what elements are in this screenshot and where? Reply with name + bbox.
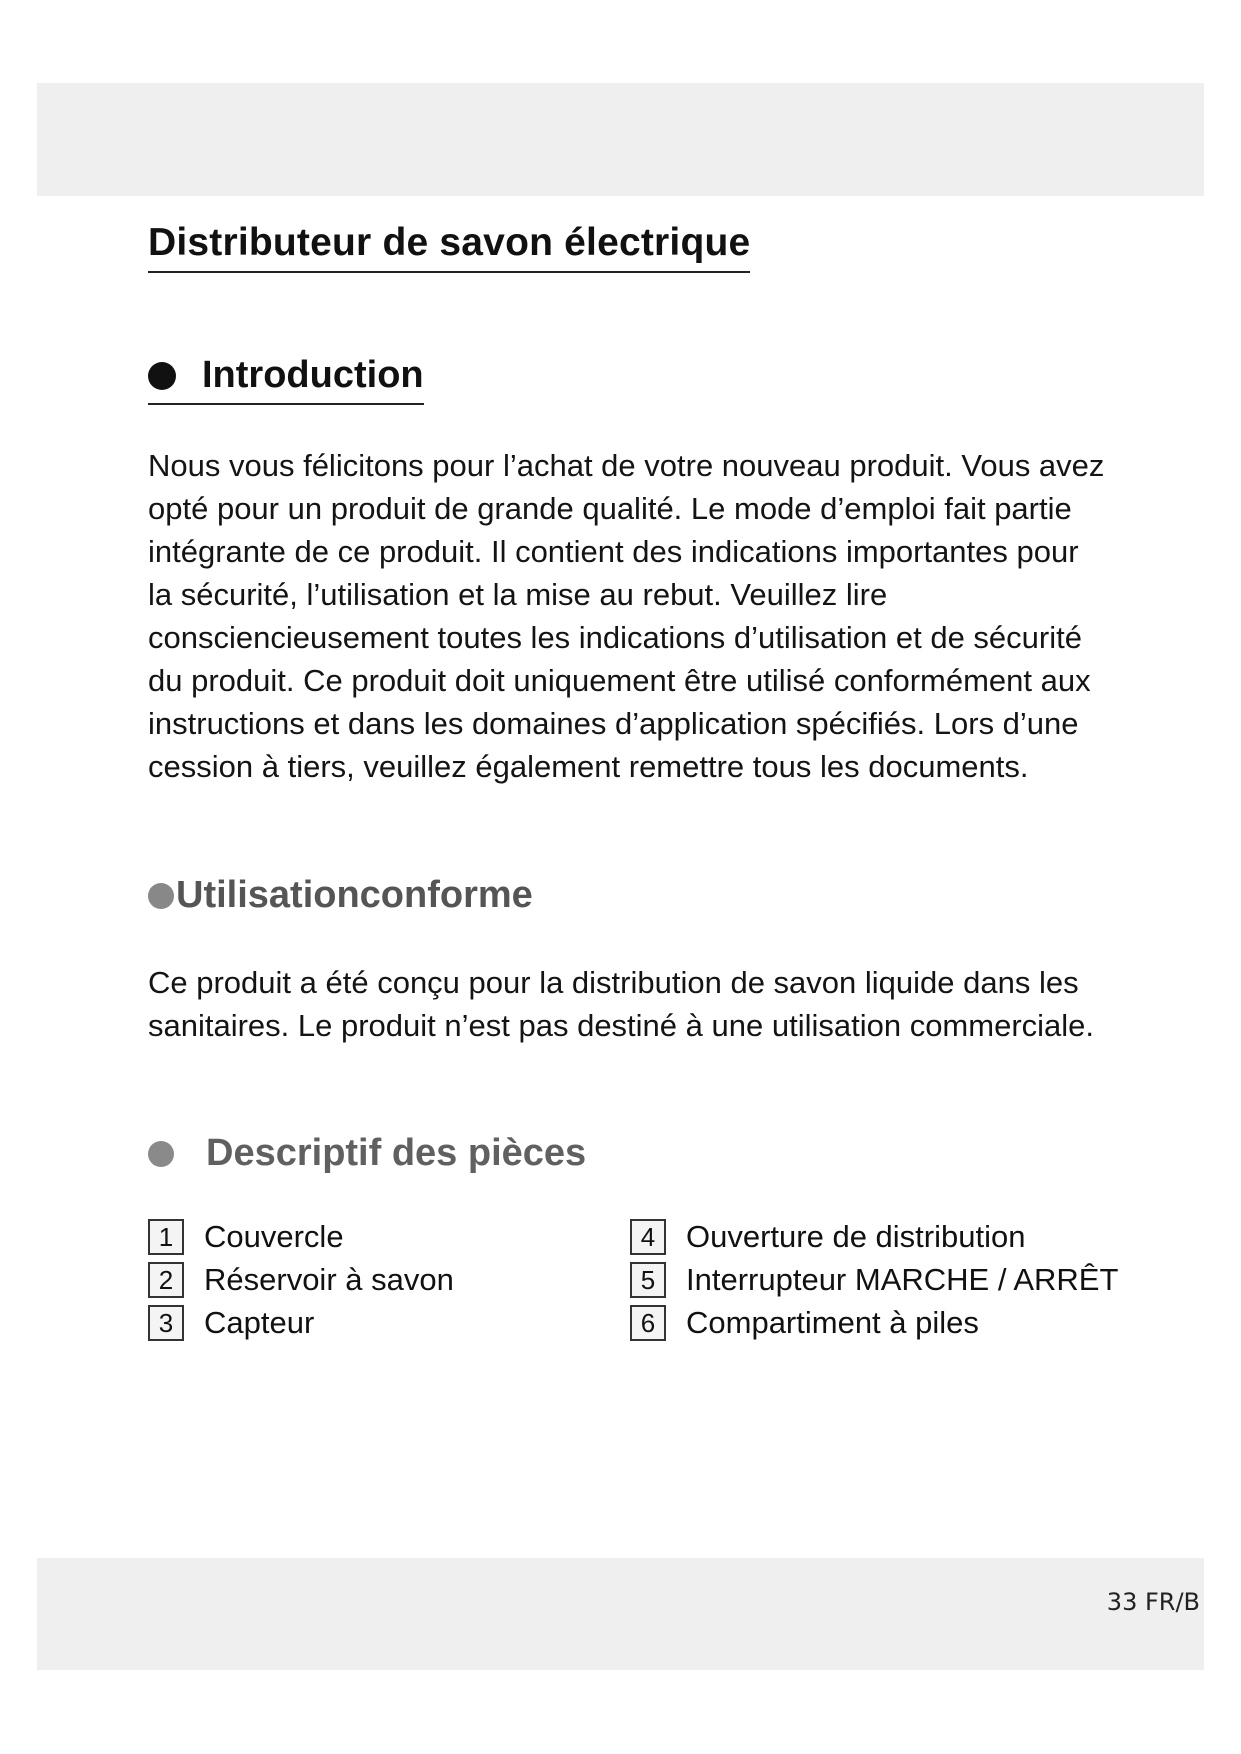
part-label: Ouverture de distribution	[686, 1219, 1026, 1254]
introduction-paragraph: Nous vous félicitons pour l’achat de votre nouveau produit. Vous avez opté pour un produit de grande qualité. Le mode d’emploi fait partie intégrante de ce produit. Il contient des indications importantes pour la sécurité, l’utilisation et la mise au rebut. Veuillez lire consciencieusement toutes les indications d’utilisation et de sécurité du produit. Ce produit doit uniquement être utilisé conformément aux instructions et dans les domaines d’application spécifiés. Lors d’une cession à tiers, veuillez également remettre tous les documents.	[148, 448, 1105, 784]
bullet-icon	[148, 1141, 174, 1167]
footer-band	[37, 1558, 1204, 1670]
part-item	[630, 1217, 1025, 1257]
part-item	[148, 1217, 344, 1257]
part-number: 4	[630, 1219, 666, 1255]
part-item	[630, 1303, 979, 1343]
bullet-icon	[148, 883, 174, 909]
section-heading-usage	[148, 875, 533, 917]
part-label: Interrupteur MARCHE / ARRÊT	[686, 1262, 1119, 1297]
section-heading-parts	[148, 1133, 586, 1175]
part-number: 5	[630, 1262, 666, 1298]
part-label: Couvercle	[204, 1219, 344, 1254]
parts-heading-text: Descriptif des pièces	[206, 1132, 587, 1174]
section-heading-introduction	[148, 355, 424, 405]
part-number: 1	[148, 1219, 184, 1255]
page-number: 33 FR/B	[1106, 1588, 1200, 1616]
part-number: 2	[148, 1262, 184, 1298]
usage-heading-text: Utilisationconforme	[176, 874, 533, 916]
part-label: Compartiment à piles	[686, 1305, 979, 1340]
part-item	[148, 1260, 454, 1300]
header-band	[37, 83, 1204, 196]
part-item	[630, 1260, 1118, 1300]
part-number: 6	[630, 1305, 666, 1341]
bullet-icon	[148, 362, 176, 390]
usage-paragraph: Ce produit a été conçu pour la distribution de savon liquide dans les sanitaires. Le produit n’est pas destiné à une utilisation commerciale.	[148, 965, 1095, 1043]
introduction-heading-text: Introduction	[202, 354, 424, 396]
part-label: Capteur	[204, 1305, 315, 1340]
part-item	[148, 1303, 314, 1343]
part-label: Réservoir à savon	[204, 1262, 454, 1297]
document-title: Distributeur de savon électrique	[148, 222, 750, 273]
part-number: 3	[148, 1305, 184, 1341]
